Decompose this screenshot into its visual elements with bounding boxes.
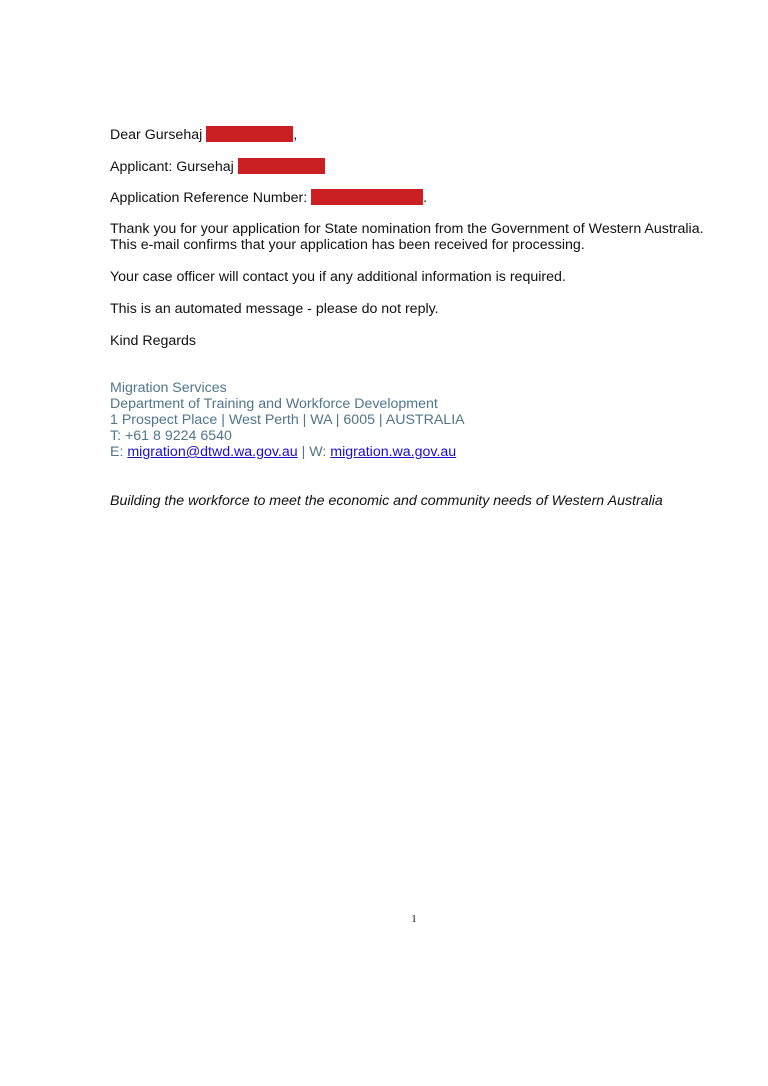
greeting-line [110,126,730,143]
closing-line: Kind Regards [110,333,196,349]
web-prefix: | W: [297,444,331,460]
case-officer-paragraph: Your case officer will contact you if any additional information is required. [110,269,566,285]
signature-phone: T: +61 8 9224 6540 [110,428,232,444]
page-number: 1 [411,913,417,925]
signature-address: 1 Prospect Place | West Perth | WA | 6005 | AUSTRALIA [110,412,465,428]
redacted-applicant-surname [238,158,325,174]
email-prefix: E: [110,444,128,460]
email-link[interactable]: migration@dtwd.wa.gov.au [127,444,298,460]
redacted-reference-number [311,189,423,205]
automated-message-paragraph: This is an automated message - please do not reply. [110,301,439,317]
confirmation-line-2: This e-mail confirms that your application has been received for processing. [110,237,585,253]
signature-contact-line [110,444,730,460]
applicant-line [110,158,730,175]
reference-period: . [423,190,428,206]
redacted-surname [206,126,293,142]
greeting-comma: , [293,127,298,143]
confirmation-paragraph [110,221,730,253]
greeting-text: Dear Gursehaj [110,127,203,143]
applicant-label: Applicant: Gursehaj [110,159,234,175]
reference-label: Application Reference Number: [110,190,308,206]
tagline: Building the workforce to meet the economic and community needs of Western Australia [110,493,663,509]
signature-department: Department of Training and Workforce Development [110,396,438,412]
reference-line [110,189,730,206]
signature-org: Migration Services [110,380,227,396]
website-link[interactable]: migration.wa.gov.au [330,444,457,460]
confirmation-line-1: Thank you for your application for State nomination from the Government of Western Australia. [110,221,704,237]
signature-block [110,380,730,460]
